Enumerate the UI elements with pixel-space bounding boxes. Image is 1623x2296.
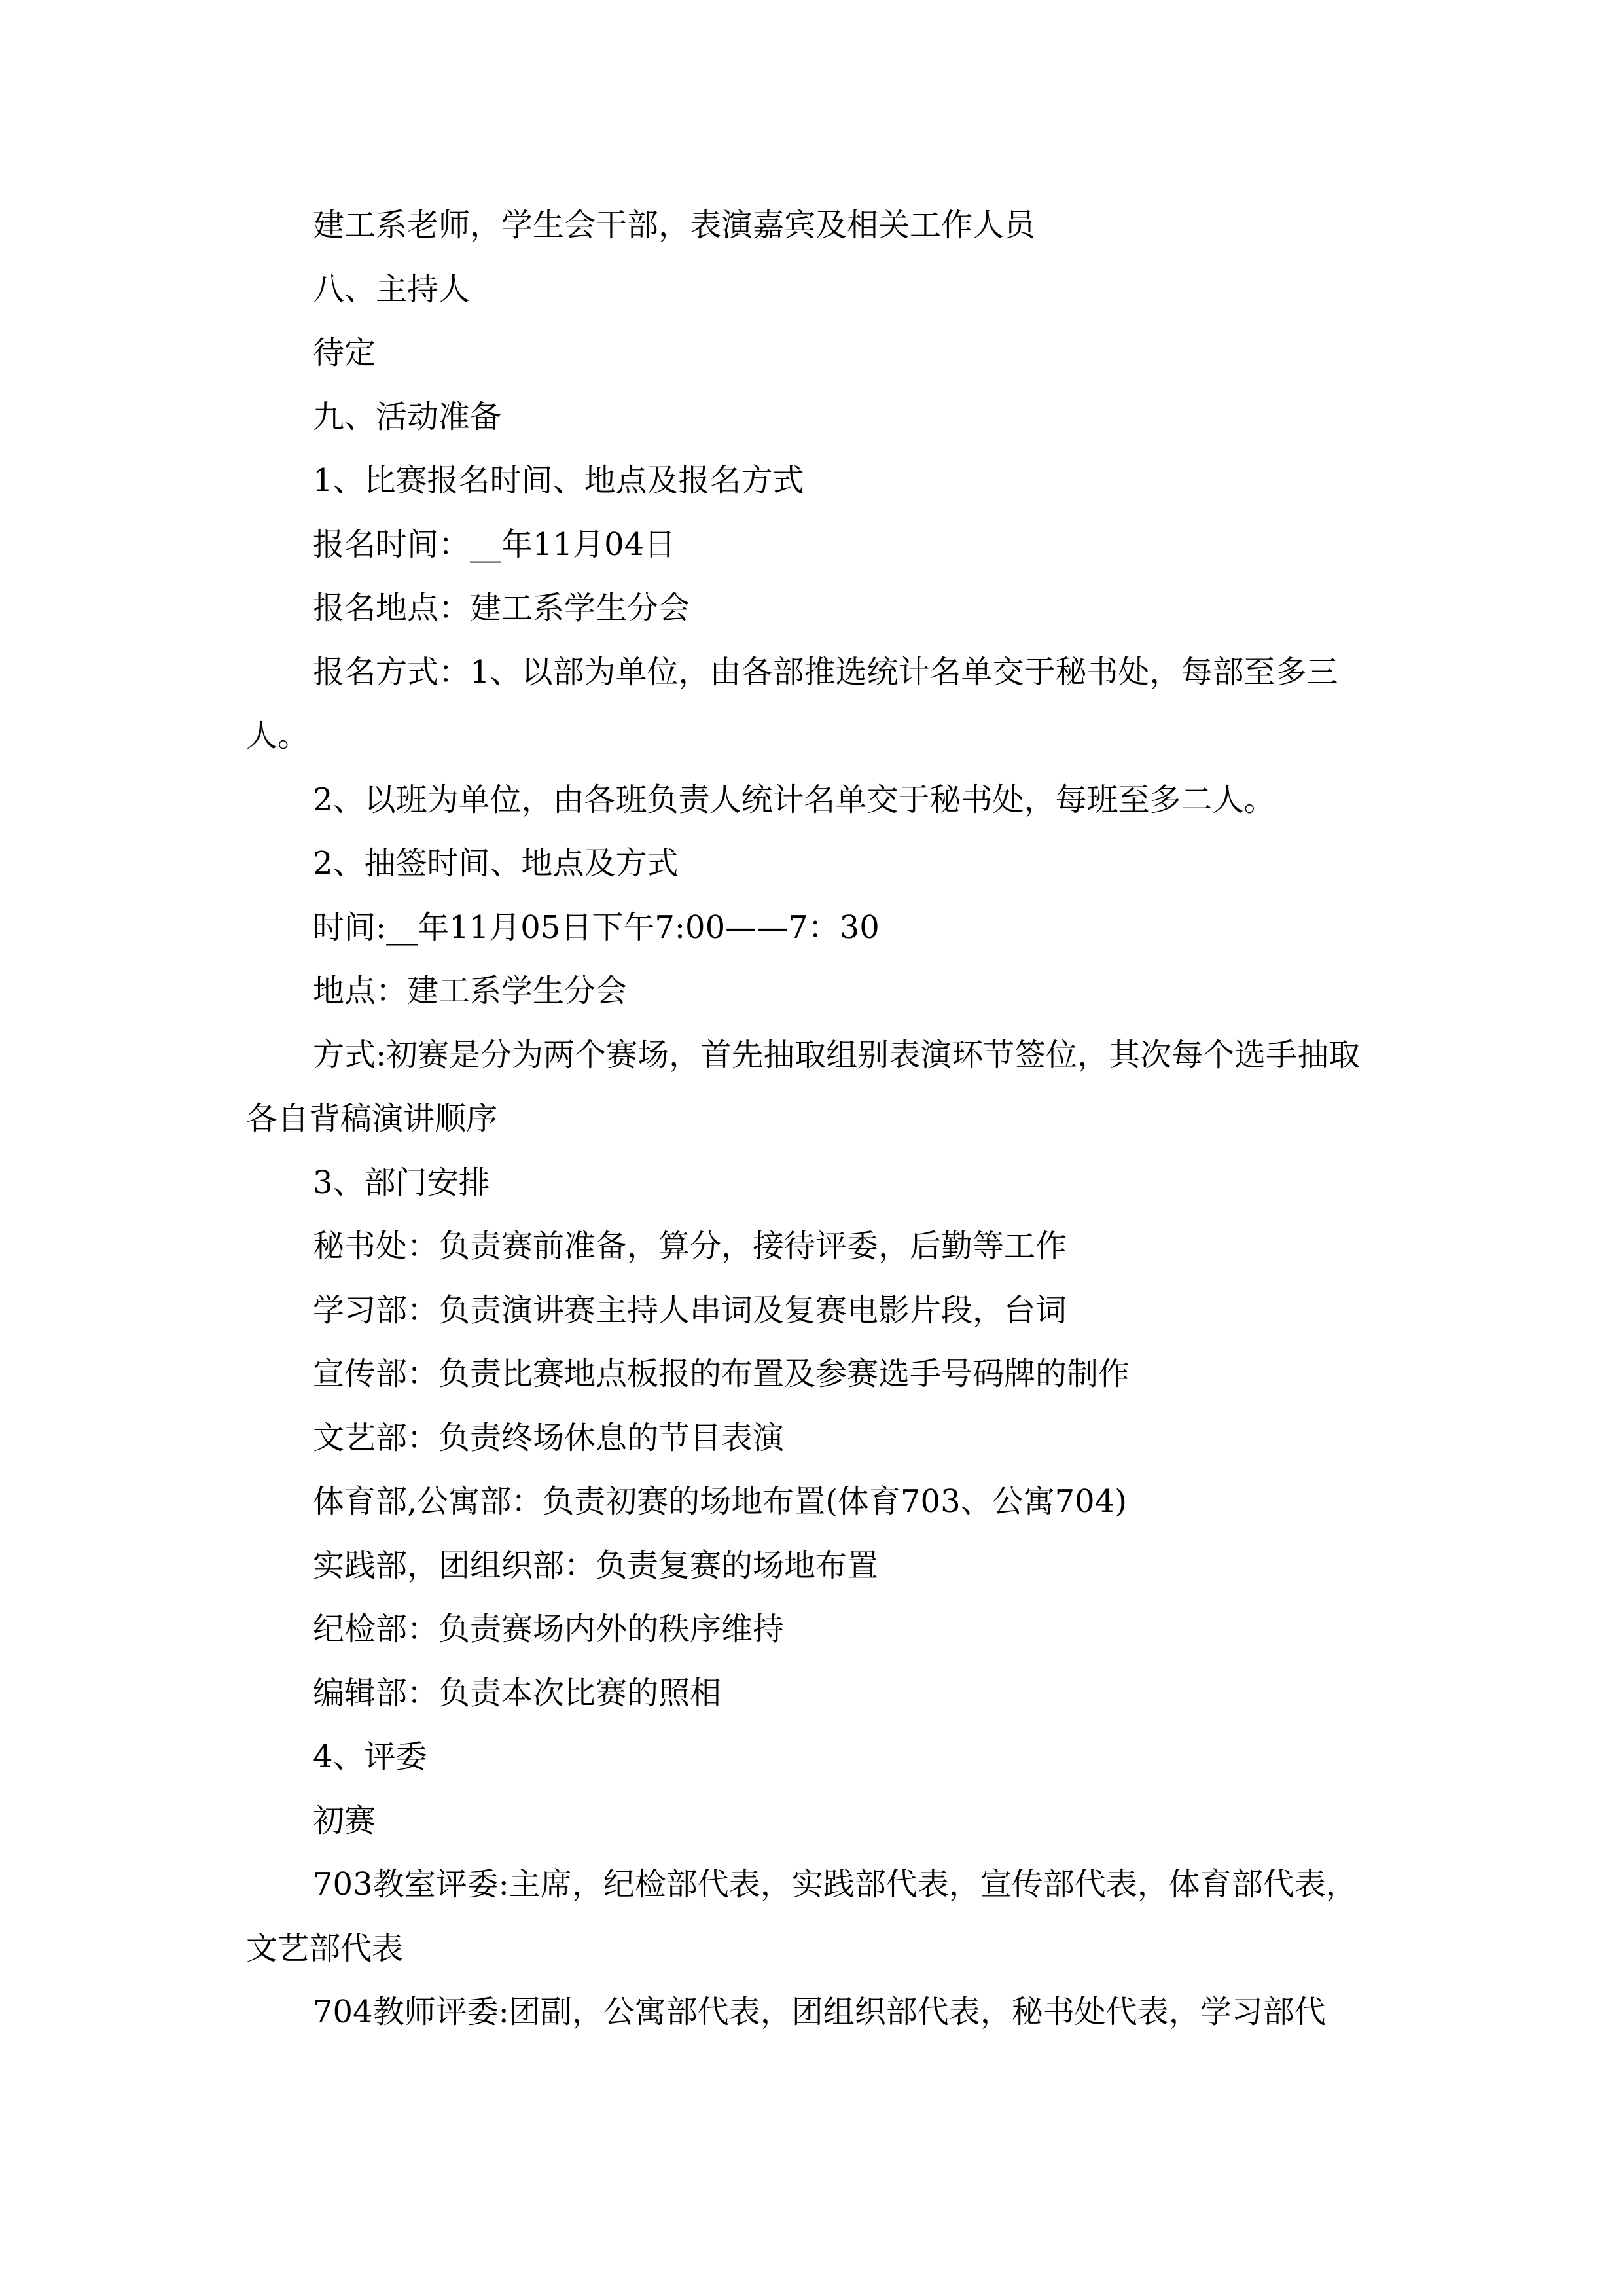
subheading-lottery: 2、抽签时间、地点及方式 xyxy=(313,845,679,882)
paragraph-dept-discipline: 纪检部：负责赛场内外的秩序维持 xyxy=(313,1611,785,1647)
paragraph-host-tbd: 待定 xyxy=(313,334,376,371)
document-body xyxy=(246,194,1388,2045)
paragraph-dept-editorial: 编辑部：负责本次比赛的照相 xyxy=(313,1674,722,1712)
paragraph-judges-704: 704教师评委:团副，公寓部代表，团组织部代表，秘书处代表，学习部代 xyxy=(313,1994,1326,2030)
paragraph-registration-place: 报名地点：建工系学生分会 xyxy=(313,590,690,626)
subheading-departments: 3、部门安排 xyxy=(313,1164,490,1201)
paragraph-dept-secretariat: 秘书处：负责赛前准备，算分，接待评委，后勤等工作 xyxy=(313,1228,1067,1265)
subheading-judges: 4、评委 xyxy=(313,1738,427,1775)
paragraph-dept-arts: 文艺部：负责终场休息的节目表演 xyxy=(313,1419,785,1456)
paragraph-lottery-place: 地点：建工系学生分会 xyxy=(313,973,628,1009)
paragraph-lottery-method: 方式:初赛是分为两个赛场，首先抽取组别表演环节签位，其次每个选手抽取各自背稿演讲顺序 xyxy=(246,1036,1361,1137)
paragraph-lottery-time: 时间:__年11月05日下午7:00——7：30 xyxy=(313,908,880,946)
heading-host: 八、主持人 xyxy=(313,270,471,308)
paragraph-registration-method-2: 2、以班为单位，由各班负责人统计名单交于秘书处，每班至多二人。 xyxy=(313,781,1275,818)
subheading-registration: 1、比赛报名时间、地点及报名方式 xyxy=(313,462,804,499)
paragraph-registration-time: 报名时间：__年11月04日 xyxy=(313,526,676,563)
heading-preparation: 九、活动准备 xyxy=(313,398,502,435)
paragraph-dept-sports-dorm: 体育部,公寓部：负责初赛的场地布置(体育703、公寓704) xyxy=(313,1483,1127,1520)
paragraph-registration-method-1: 报名方式：1、以部为单位，由各部推选统计名单交于秘书处，每部至多三人。 xyxy=(246,653,1338,754)
paragraph-dept-practice-league: 实践部，团组织部：负责复赛的场地布置 xyxy=(313,1547,879,1584)
paragraph-preliminary: 初赛 xyxy=(313,1802,376,1839)
paragraph-attendees: 建工系老师，学生会干部，表演嘉宾及相关工作人员 xyxy=(313,207,1036,243)
paragraph-dept-publicity: 宣传部：负责比赛地点板报的布置及参赛选手号码牌的制作 xyxy=(313,1355,1130,1392)
paragraph-dept-study: 学习部：负责演讲赛主持人串词及复赛电影片段，台词 xyxy=(313,1291,1067,1329)
paragraph-judges-703: 703教室评委:主席，纪检部代表，实践部代表，宣传部代表，体育部代表，文艺部代表 xyxy=(246,1866,1357,1967)
